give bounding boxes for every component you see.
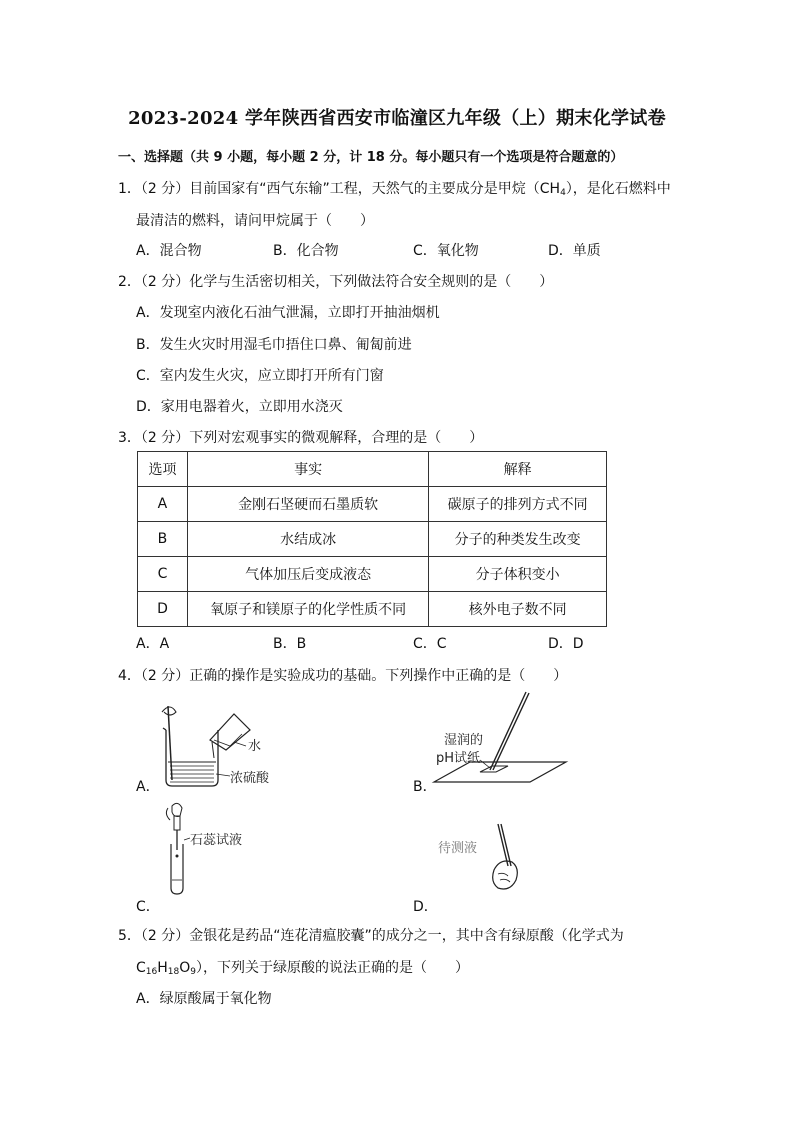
table-row — [138, 592, 607, 627]
q2-option-d: D．家用电器着火，立即用水浇灭 — [136, 399, 343, 415]
q1-stem-line1: 1．（2 分）目前国家有“西气东输”工程，天然气的主要成分是甲烷$(CH_4)$，是化石燃料中 — [118, 181, 671, 198]
q5-stem-line1: 5．（2 分）金银花是药品“连花清瘟胶囊”的成分之一，其中含有绿原酸（化学式为 — [118, 928, 624, 944]
q4-label-c: C． — [136, 899, 160, 915]
q4-label-d: D． — [413, 899, 438, 915]
table-cell: D — [138, 592, 188, 627]
table-row — [138, 557, 607, 592]
q5-option-a: A．绿原酸属于氧化物 — [136, 991, 272, 1007]
figure-c-dropper — [150, 800, 260, 896]
q3-option-d: D．D — [548, 636, 584, 652]
table-cell: 气体加压后变成液态 — [187, 557, 428, 592]
q3-option-b: B．B — [273, 636, 307, 652]
table-cell: C — [138, 557, 188, 592]
table-header-cell: 解释 — [429, 452, 607, 487]
q1-stem-line2: 最清洁的燃料，请问甲烷属于（ ） — [136, 213, 374, 229]
table-cell: A — [138, 487, 188, 522]
table-cell: 碳原子的排列方式不同 — [429, 487, 607, 522]
q2-option-c: C．室内发生火灾，应立即打开所有门窗 — [136, 368, 384, 384]
q1-option-d: D．单质 — [548, 243, 601, 259]
q3-stem: 3．（2 分）下列对宏观事实的微观解释，合理的是（ ） — [118, 430, 484, 446]
table-header-row — [138, 452, 607, 487]
figure-d-reagent-label: 待测液 — [438, 841, 478, 856]
figure-b-ph-test — [430, 688, 570, 798]
table-cell: B — [138, 522, 188, 557]
q4-label-b: B． — [413, 779, 437, 795]
figure-a-water-label: 水 — [248, 739, 262, 754]
figure-b-label-line1: 湿润的 — [444, 733, 484, 748]
figure-a-dilution — [150, 700, 280, 790]
q3-table — [137, 451, 607, 627]
table-cell: 水结成冰 — [187, 522, 428, 557]
section-heading: 一、选择题（共 9 小题，每小题 2 分，计 18 分。每小题只有一个选项是符合题意的） — [118, 150, 624, 165]
q3-option-c: C．C — [413, 636, 447, 652]
q1-option-a: A．混合物 — [136, 243, 202, 259]
q4-label-a: A． — [136, 779, 160, 795]
q5-stem-line2: $C_{16}H_{18}O_9$），下列关于绿原酸的说法正确的是（ ） — [136, 960, 469, 977]
q2-option-b: B．发生火灾时用湿毛巾捂住口鼻、匍匐前进 — [136, 337, 412, 353]
table-row — [138, 522, 607, 557]
q3-option-a: A．A — [136, 636, 170, 652]
table-row — [138, 487, 607, 522]
q1-option-b: B．化合物 — [273, 243, 339, 259]
table-cell: 氧原子和镁原子的化学性质不同 — [187, 592, 428, 627]
q2-stem: 2．（2 分）化学与生活密切相关，下列做法符合安全规则的是（ ） — [118, 274, 554, 290]
figure-d-pipette — [436, 818, 536, 898]
table-header-cell: 选项 — [138, 452, 188, 487]
q1-option-c: C．氧化物 — [413, 243, 479, 259]
table-header-cell: 事实 — [187, 452, 428, 487]
figure-b-label-line2: pH试纸 — [436, 751, 481, 766]
figure-c-reagent-label: 石蕊试液 — [190, 833, 243, 848]
exam-title: 2023-2024 学年陕西省西安市临潼区九年级（上）期末化学试卷 — [128, 108, 666, 129]
table-cell: 核外电子数不同 — [429, 592, 607, 627]
table-cell: 分子的种类发生改变 — [429, 522, 607, 557]
q2-option-a: A．发现室内液化石油气泄漏，立即打开抽油烟机 — [136, 305, 440, 321]
table-cell: 金刚石坚硬而石墨质软 — [187, 487, 428, 522]
q4-stem: 4．（2 分）正确的操作是实验成功的基础。下列操作中正确的是（ ） — [118, 668, 568, 684]
table-cell: 分子体积变小 — [429, 557, 607, 592]
figure-a-acid-label: 浓硫酸 — [230, 771, 270, 786]
